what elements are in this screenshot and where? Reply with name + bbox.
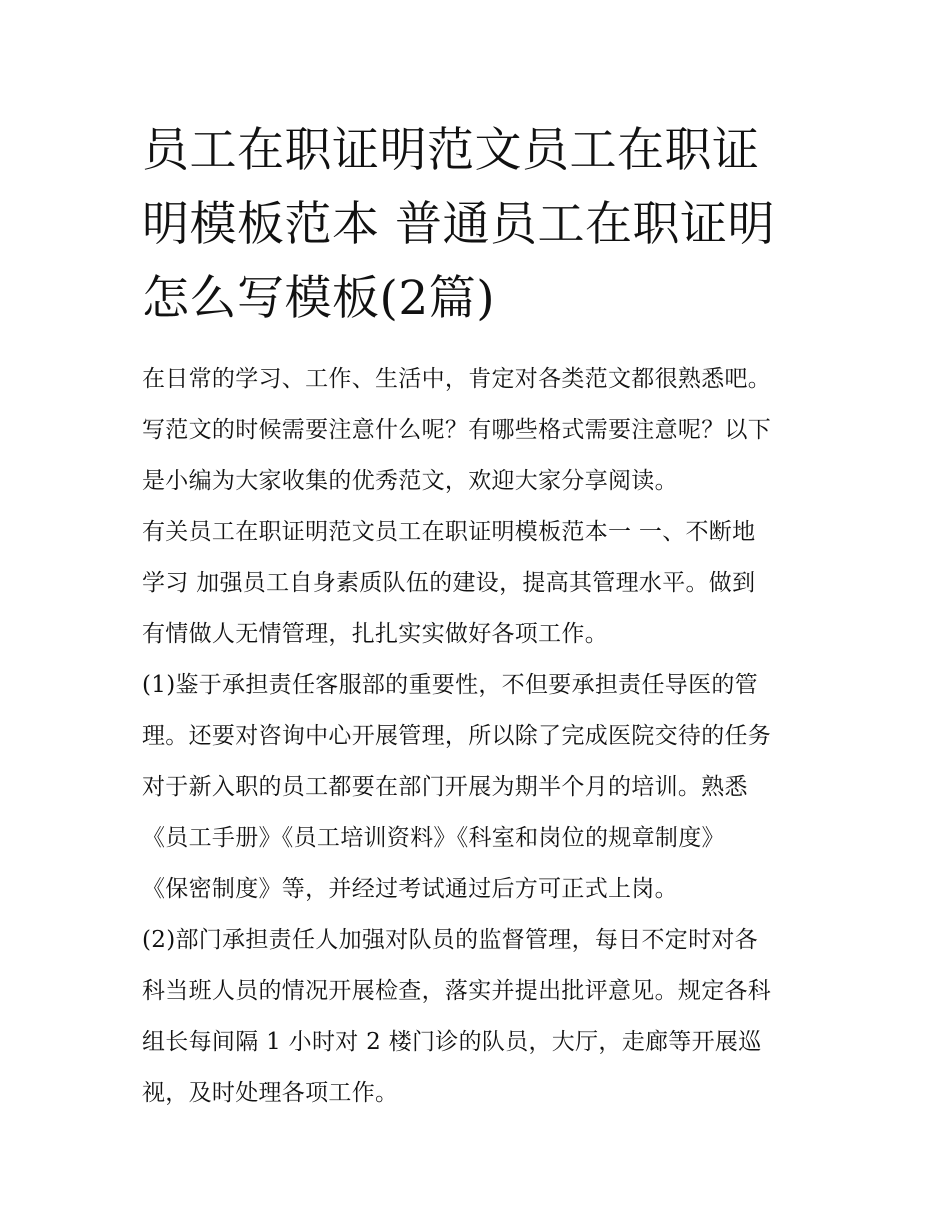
document-title [142,114,822,336]
title-line: 员工在职证明范文员工在职证 [142,123,760,178]
section-one-paragraph [142,507,822,660]
text-line: 理。还要对咨询中心开展管理，所以除了完成医院交待的任务 [142,723,772,749]
text-line: 在日常的学习、工作、生活中，肯定对各类范文都很熟悉吧。 [142,366,772,392]
text-line: 是小编为大家收集的优秀范文，欢迎大家分享阅读。 [142,468,678,494]
item-one-paragraph [142,660,822,915]
item-two-paragraph [142,915,822,1119]
text-line: (1)鉴于承担责任客服部的重要性，不但要承担责任导医的管 [142,672,758,698]
text-line: 《员工手册》《员工培训资料》《科室和岗位的规章制度》 [142,825,725,851]
text-line: 对于新入职的员工都要在部门开展为期半个月的培训。熟悉 [142,774,748,800]
title-line: 怎么写模板(2篇) [142,271,496,326]
text-line: 视，及时处理各项工作。 [142,1080,399,1106]
text-line: 有情做人无情管理，扎扎实实做好各项工作。 [142,621,608,647]
text-line: 科当班人员的情况开展检查，落实并提出批评意见。规定各科 [142,978,772,1004]
title-line: 明模板范本 普通员工在职证明 [142,197,775,252]
text-line: 写范文的时候需要注意什么呢？有哪些格式需要注意呢？以下 [142,417,772,443]
intro-paragraph [142,354,822,507]
text-line: (2)部门承担责任人加强对队员的监督管理，每日不定时对各 [142,927,758,953]
text-line: 组长每间隔 1 小时对 2 楼门诊的队员，大厅，走廊等开展巡 [142,1029,762,1055]
text-line: 学习 加强员工自身素质队伍的建设，提高其管理水平。做到 [142,570,756,596]
text-line: 《保密制度》等，并经过考试通过后方可正式上岗。 [142,876,678,902]
text-line: 有关员工在职证明范文员工在职证明模板范本一 一、不断地 [142,519,756,545]
document-body [142,114,822,1119]
